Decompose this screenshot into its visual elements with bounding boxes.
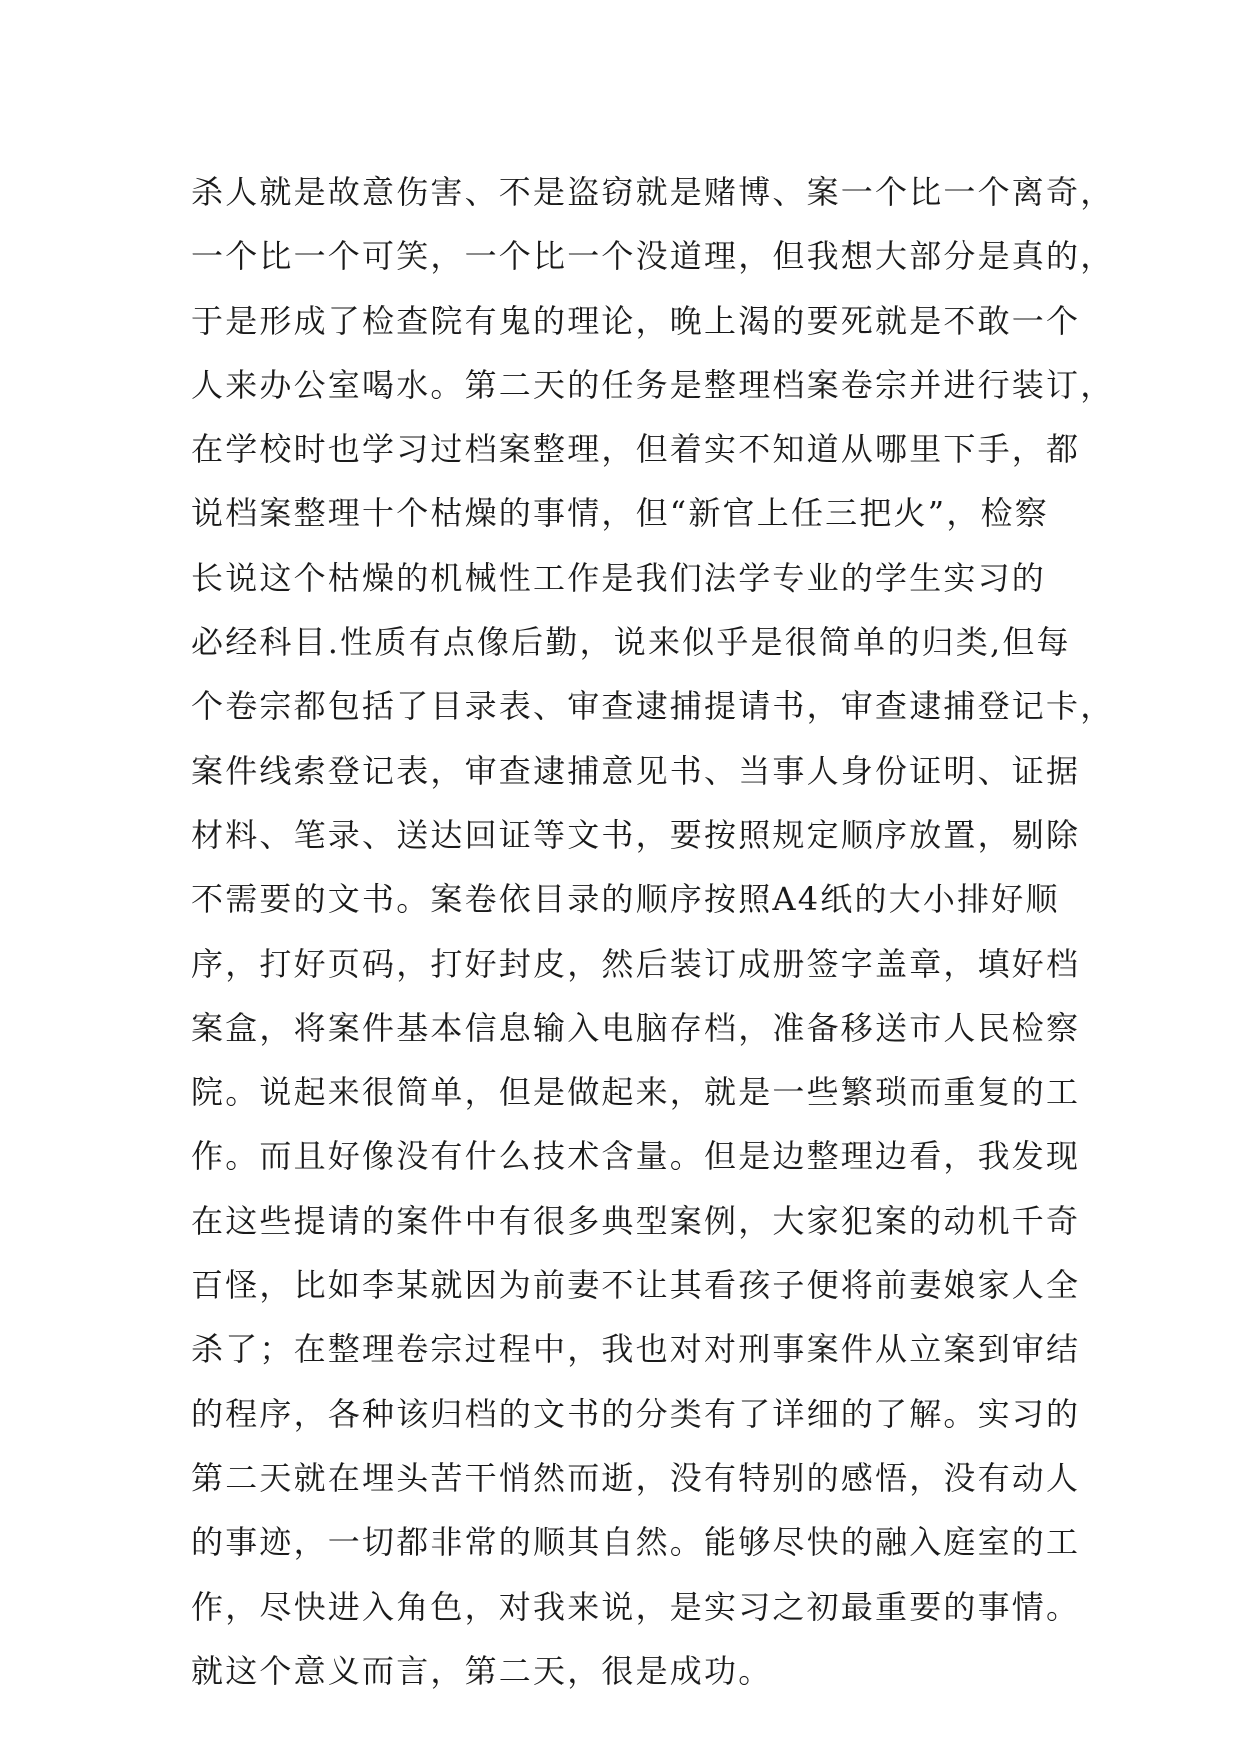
text-line: 院。说起来很简单，但是做起来，就是一些繁琐而重复的工	[191, 1073, 1081, 1112]
text-line: 杀人就是故意伤害、不是盗窃就是赌博、案一个比一个离奇，	[191, 173, 1115, 211]
body-text	[191, 160, 1115, 1703]
text-line: 个卷宗都包括了目录表、审查逮捕提请书，审查逮捕登记卡，	[191, 687, 1115, 726]
text-line: 在这些提请的案件中有很多典型案例，大家犯案的动机千奇	[191, 1201, 1081, 1240]
text-line: 杀了；在整理卷宗过程中，我也对对刑事案件从立案到审结	[191, 1330, 1081, 1369]
text-line: 说档案整理十个枯燥的事情，但“新官上任三把火”，检察	[191, 494, 1049, 533]
text-line: 人来办公室喝水。第二天的任务是整理档案卷宗并进行装订，	[191, 365, 1115, 404]
text-line: 长说这个枯燥的机械性工作是我们法学专业的学生实习的	[191, 558, 1047, 597]
text-line: 作。而且好像没有什么技术含量。但是边整理边看，我发现	[191, 1137, 1081, 1176]
text-line: 案盒，将案件基本信息输入电脑存档，准备移送市人民检察	[191, 1008, 1081, 1047]
text-line: 于是形成了检查院有鬼的理论，晚上渴的要死就是不敢一个	[191, 301, 1081, 340]
text-line: 的事迹，一切都非常的顺其自然。能够尽快的融入庭室的工	[191, 1523, 1081, 1562]
text-line: 必经科目.性质有点像后勤，说来似乎是很简单的归类,但每	[191, 623, 1071, 662]
text-line: 第二天就在埋头苦干悄然而逝，没有特别的感悟，没有动人	[191, 1458, 1081, 1497]
text-line: 作，尽快进入角色，对我来说，是实习之初最重要的事情。	[191, 1587, 1081, 1626]
text-line: 一个比一个可笑，一个比一个没道理，但我想大部分是真的，	[191, 237, 1115, 276]
text-line: 的程序，各种该归档的文书的分类有了详细的了解。实习的	[191, 1394, 1081, 1433]
text-line: 案件线索登记表，审查逮捕意见书、当事人身份证明、证据	[191, 751, 1081, 790]
text-line: 就这个意义而言，第二天，很是成功。	[191, 1651, 773, 1690]
text-line: 材料、笔录、送达回证等文书，要按照规定顺序放置，剔除	[191, 815, 1081, 854]
text-line: 百怪，比如李某就因为前妻不让其看孩子便将前妻娘家人全	[191, 1266, 1081, 1305]
text-line: 不需要的文书。案卷依目录的顺序按照A4纸的大小排好顺	[191, 880, 1060, 919]
text-line: 序，打好页码，打好封皮，然后装订成册签字盖章，填好档	[191, 944, 1081, 983]
text-line: 在学校时也学习过档案整理，但着实不知道从哪里下手，都	[191, 430, 1081, 469]
